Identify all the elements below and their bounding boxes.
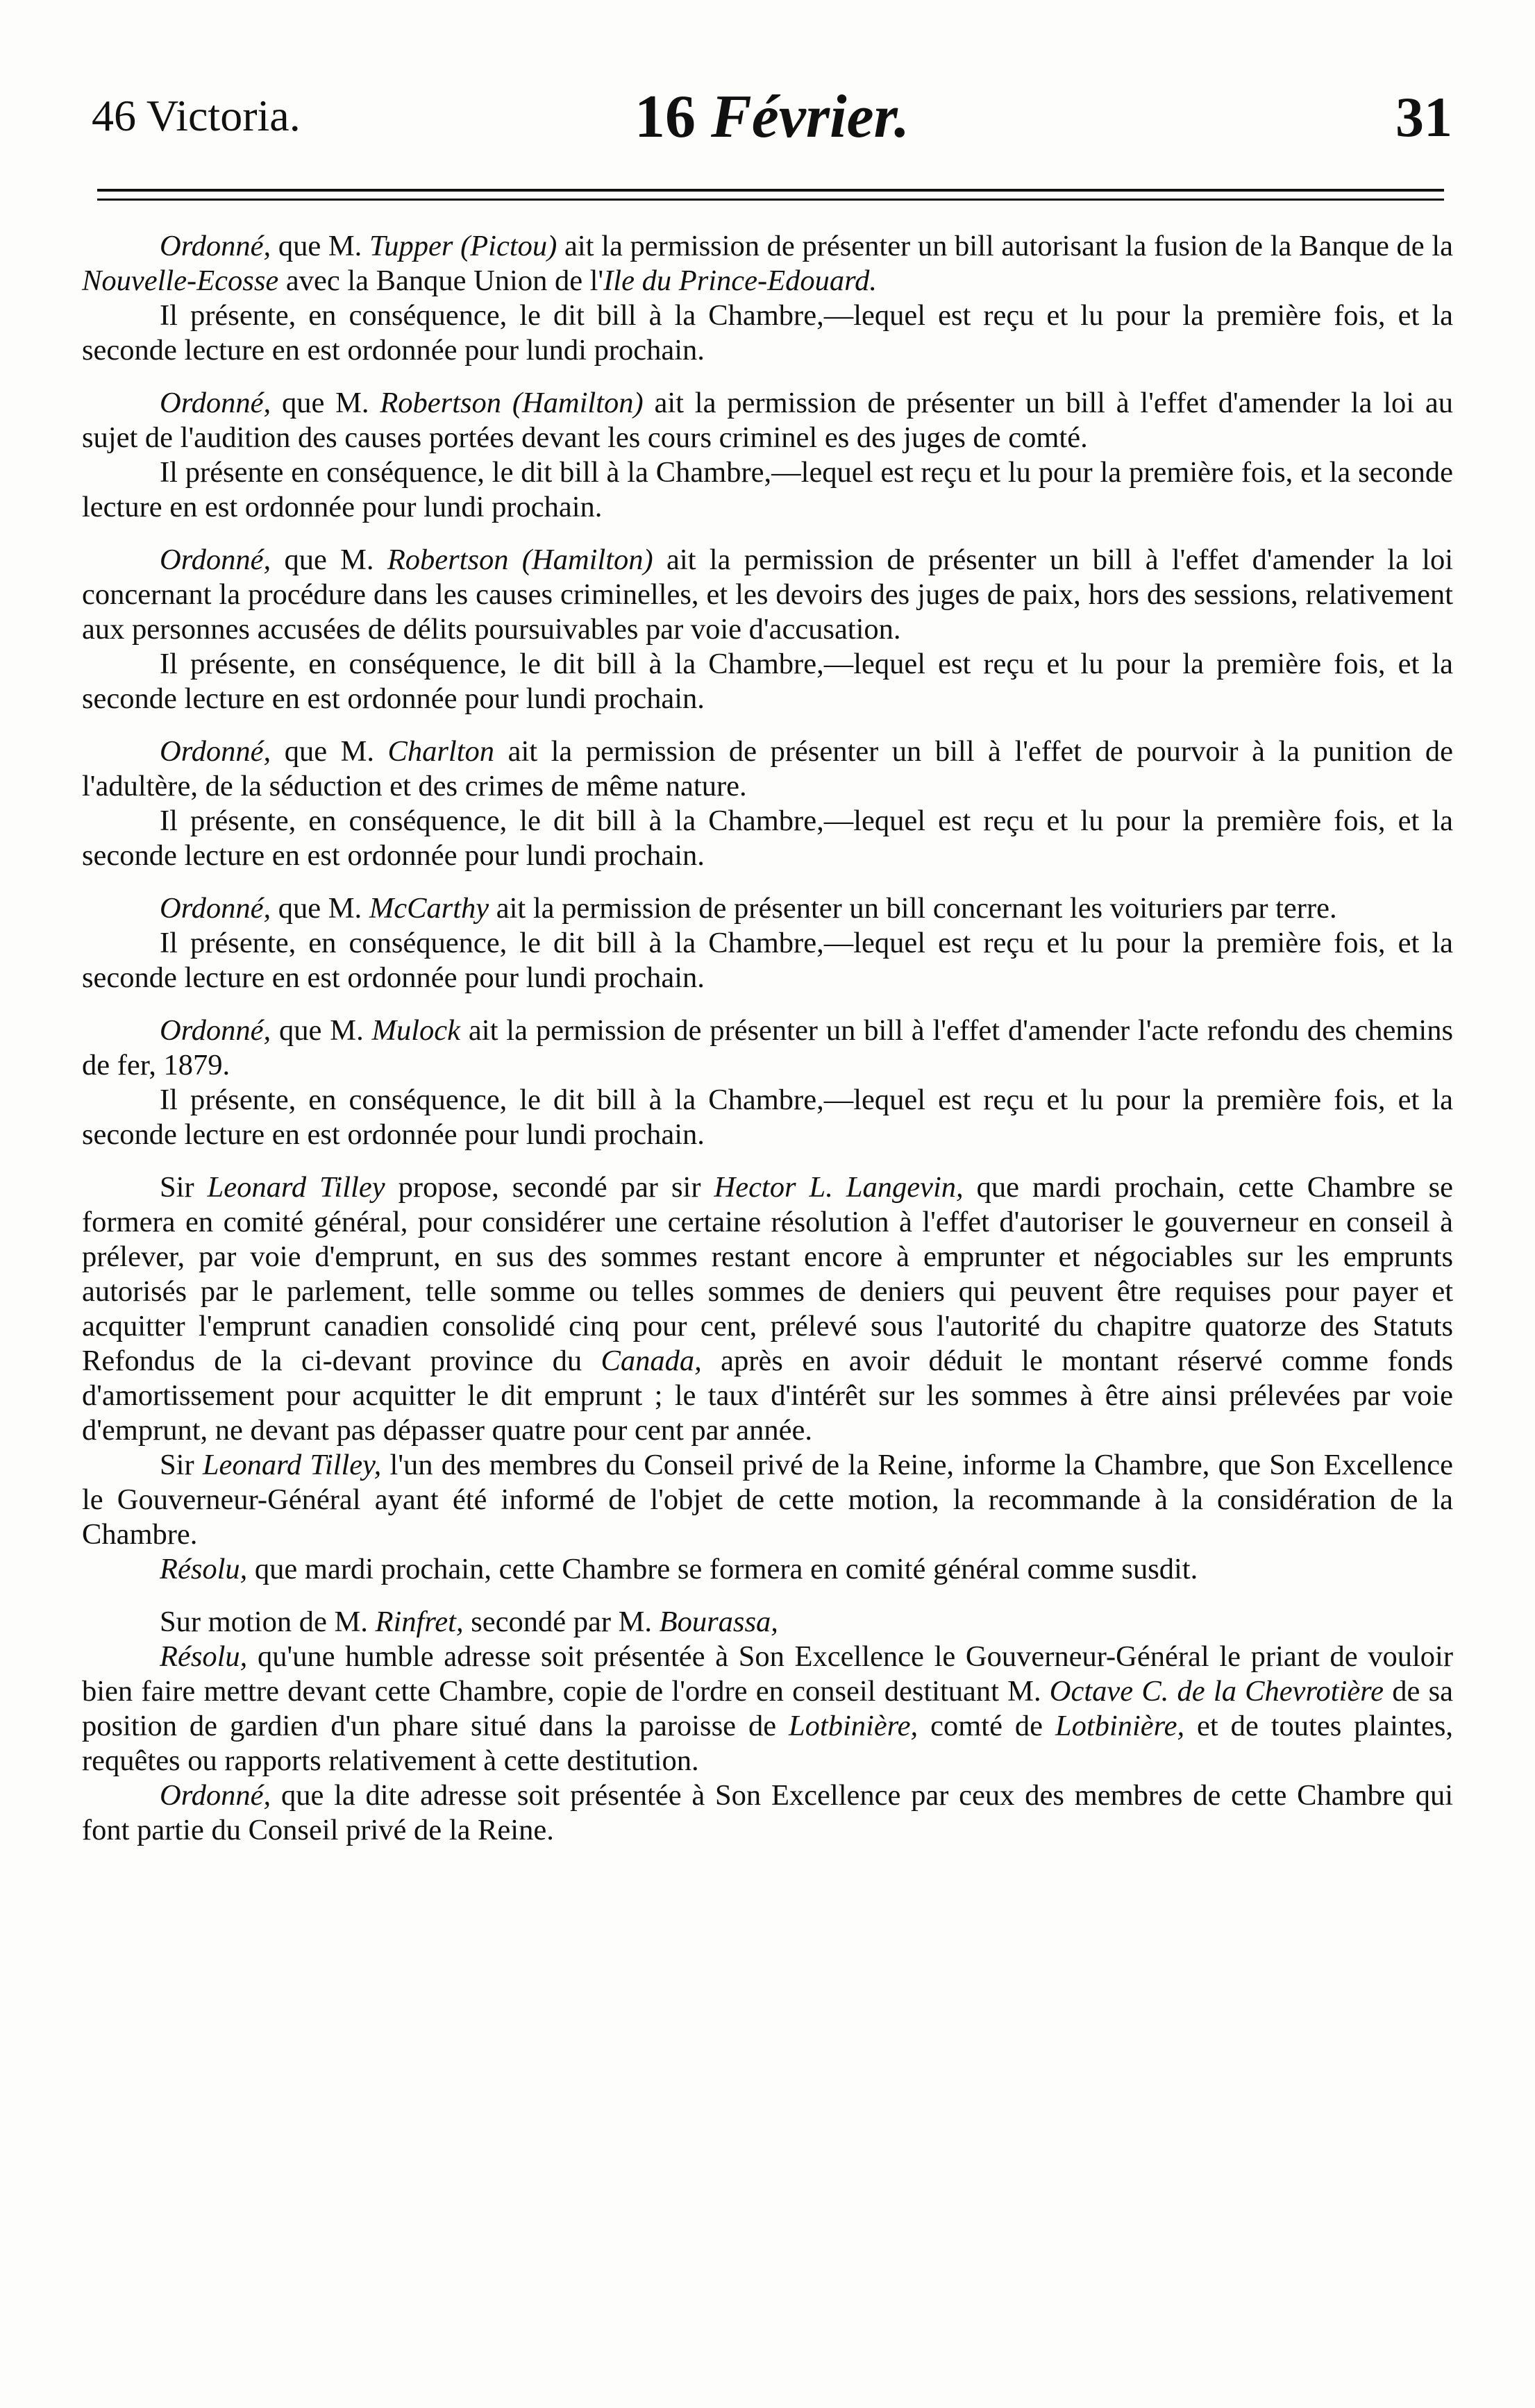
text: que M.: [271, 544, 387, 576]
text: que mardi prochain, cette Chambre se formera en comité général, pour considérer une certaine résolution à l'effet d'autoriser le gouverneur en conseil à prélever, par voie d'emprunt, en sus des sommes restant encore à emprunter et négociables sur les emprunts autorisés par le parlement, telle somme ou telles sommes de deniers qui peuvent être requises pour payer et acquitter l'emprunt canadien consolidé cinq pour cent, prélevé sous l'autorité du chapitre quatorze des Statuts Refondus de la ci-devant province du: [82, 1171, 1453, 1377]
ordonne-label: Ordonné,: [160, 387, 271, 419]
resolu-label: Résolu,: [160, 1553, 248, 1585]
header-rule-bottom: [97, 199, 1444, 201]
place-name: Ile du Prince-Edouard.: [603, 264, 877, 297]
entry-paragraph: Il présente, en conséquence, le dit bill à la Chambre,—lequel est reçu et lu pour la première fois, et la seconde lecture en est ordonnée pour lundi prochain.: [82, 648, 1453, 715]
entry-paragraph: [82, 386, 1453, 455]
entry-paragraph: Il présente, en conséquence, le dit bill à la Chambre,—lequel est reçu et lu pour la première fois, et la seconde lecture en est ordonnée pour lundi prochain.: [82, 805, 1453, 872]
entry-paragraph: [82, 1640, 1453, 1778]
member-name: Rinfret,: [375, 1606, 464, 1638]
entry-paragraph: [82, 1170, 1453, 1448]
member-name: Leonard Tilley: [207, 1171, 385, 1204]
member-name: Tupper (Pictou): [369, 230, 557, 262]
text: secondé par M.: [463, 1606, 660, 1638]
page-header: [92, 82, 1452, 172]
person-name: Octave C. de la Chevrotière: [1049, 1675, 1384, 1708]
place-name: Canada,: [601, 1345, 702, 1377]
text: que M.: [271, 735, 388, 768]
text: Sir: [160, 1171, 208, 1204]
entry-paragraph: [82, 1605, 1453, 1640]
text: comté de: [918, 1710, 1055, 1742]
header-rule-top: [97, 189, 1444, 192]
text: que la dite adresse soit présentée à Son Excellence par ceux des membres de cette Chambre qui font partie du Conseil privé de la Reine.: [82, 1779, 1453, 1846]
entry-paragraph: Il présente en conséquence, le dit bill à la Chambre,—lequel est reçu et lu pour la première fois, et la seconde lecture en est ordonnée pour lundi prochain.: [82, 456, 1453, 523]
text: et de toutes plaintes, requêtes ou rapports relativement à cette destitution.: [82, 1710, 1453, 1777]
text: que M.: [271, 230, 369, 262]
entry-paragraph: [82, 1448, 1453, 1552]
bank-name: Nouvelle-Ecosse: [82, 264, 279, 297]
member-name: Bourassa,: [659, 1606, 778, 1638]
entry-paragraph: [82, 1013, 1453, 1083]
date-month: Février.: [711, 83, 909, 151]
text: que M.: [271, 1014, 372, 1047]
ordonne-label: Ordonné,: [160, 544, 271, 576]
text: l'un des membres du Conseil privé de la Reine, informe la Chambre, que Son Excellence le Gouverneur-Général ayant été informé de l'objet de cette motion, la recommande à la considération de la Chambre.: [82, 1449, 1453, 1551]
entry-paragraph: Il présente, en conséquence, le dit bill à la Chambre,—lequel est reçu et lu pour la première fois, et la seconde lecture en est ordonnée pour lundi prochain.: [82, 1084, 1453, 1151]
text: qu'une humble adresse soit présentée à Son Excellence le Gouverneur-Général le priant de vouloir bien faire mettre devant cette Chambre, copie de l'ordre en conseil destituant M.: [82, 1640, 1453, 1708]
member-name: Mulock: [371, 1014, 461, 1047]
entry-paragraph: [82, 543, 1453, 647]
entry-paragraph: Il présente, en conséquence, le dit bill à la Chambre,—lequel est reçu et lu pour la première fois, et la seconde lecture en est ordonnée pour lundi prochain.: [82, 299, 1453, 367]
text: ait la permission de présenter un bill à l'effet d'amender l'acte refondu des chemins de fer, 1879.: [82, 1014, 1453, 1081]
member-name: Charlton: [387, 735, 495, 768]
journal-body: [82, 229, 1453, 1848]
member-name: Hector L. Langevin,: [714, 1171, 964, 1204]
entry-paragraph: [82, 1778, 1453, 1848]
text: propose, secondé par sir: [385, 1171, 714, 1204]
place-name: Lotbinière,: [1055, 1710, 1185, 1742]
ordonne-label: Ordonné,: [160, 1014, 271, 1047]
entry-paragraph: [82, 734, 1453, 804]
text: que M.: [271, 892, 369, 925]
ordonne-label: Ordonné,: [160, 735, 271, 768]
text: après en avoir déduit le montant réservé comme fonds d'amortissement pour acquitter le dit emprunt ; le taux d'intérêt sur les sommes à être ainsi prélevées par voie d'emprunt, ne devant pas dépasser quatre pour cent par année.: [82, 1345, 1453, 1447]
entry-paragraph: Il présente, en conséquence, le dit bill à la Chambre,—lequel est reçu et lu pour la première fois, et la seconde lecture en est ordonnée pour lundi prochain.: [82, 927, 1453, 994]
ordonne-label: Ordonné,: [160, 892, 271, 925]
ordonne-label: Ordonné,: [160, 1779, 271, 1812]
place-name: Lotbinière,: [789, 1710, 919, 1742]
text: ait la permission de présenter un bill concernant les voituriers par terre.: [489, 892, 1337, 925]
text: ait la permission de présenter un bill à l'effet d'amender la loi au sujet de l'audition des causes portées devant les cours criminel es des juges de comté.: [82, 387, 1453, 454]
text: ait la permission de présenter un bill à l'effet de pourvoir à la punition de l'adultère, de la séduction et des crimes de même nature.: [82, 735, 1453, 802]
text: avec la Banque Union de l': [278, 264, 604, 297]
date-day: 16: [635, 83, 696, 151]
page-date: [92, 82, 1452, 152]
member-name: McCarthy: [369, 892, 489, 925]
member-name: Robertson (Hamilton): [380, 387, 644, 419]
regnal-year: 46 Victoria.: [92, 91, 301, 140]
text: Sur motion de M.: [160, 1606, 376, 1638]
text: Sir: [160, 1449, 203, 1481]
page-number: 31: [1395, 85, 1452, 149]
entry-paragraph: [82, 229, 1453, 298]
text: ait la permission de présenter un bill autorisant la fusion de la Banque de la: [557, 230, 1454, 262]
member-name: Leonard Tilley,: [202, 1449, 382, 1481]
member-name: Robertson (Hamilton): [387, 544, 653, 576]
text: que M.: [271, 387, 380, 419]
text: ait la permission de présenter un bill à l'effet d'amender la loi concernant la procédure dans les causes criminelles, et les devoirs des juges de paix, hors des sessions, relativement aux personnes accusées de délits poursuivables par voie d'accusation.: [82, 544, 1454, 646]
resolu-label: Résolu,: [160, 1640, 248, 1673]
ordonne-label: Ordonné,: [160, 230, 271, 262]
entry-paragraph: [82, 891, 1453, 926]
entry-paragraph: [82, 1552, 1453, 1587]
text: de sa position de gardien d'un phare situé dans la paroisse de: [82, 1675, 1453, 1742]
text: que mardi prochain, cette Chambre se formera en comité général comme susdit.: [247, 1553, 1198, 1585]
